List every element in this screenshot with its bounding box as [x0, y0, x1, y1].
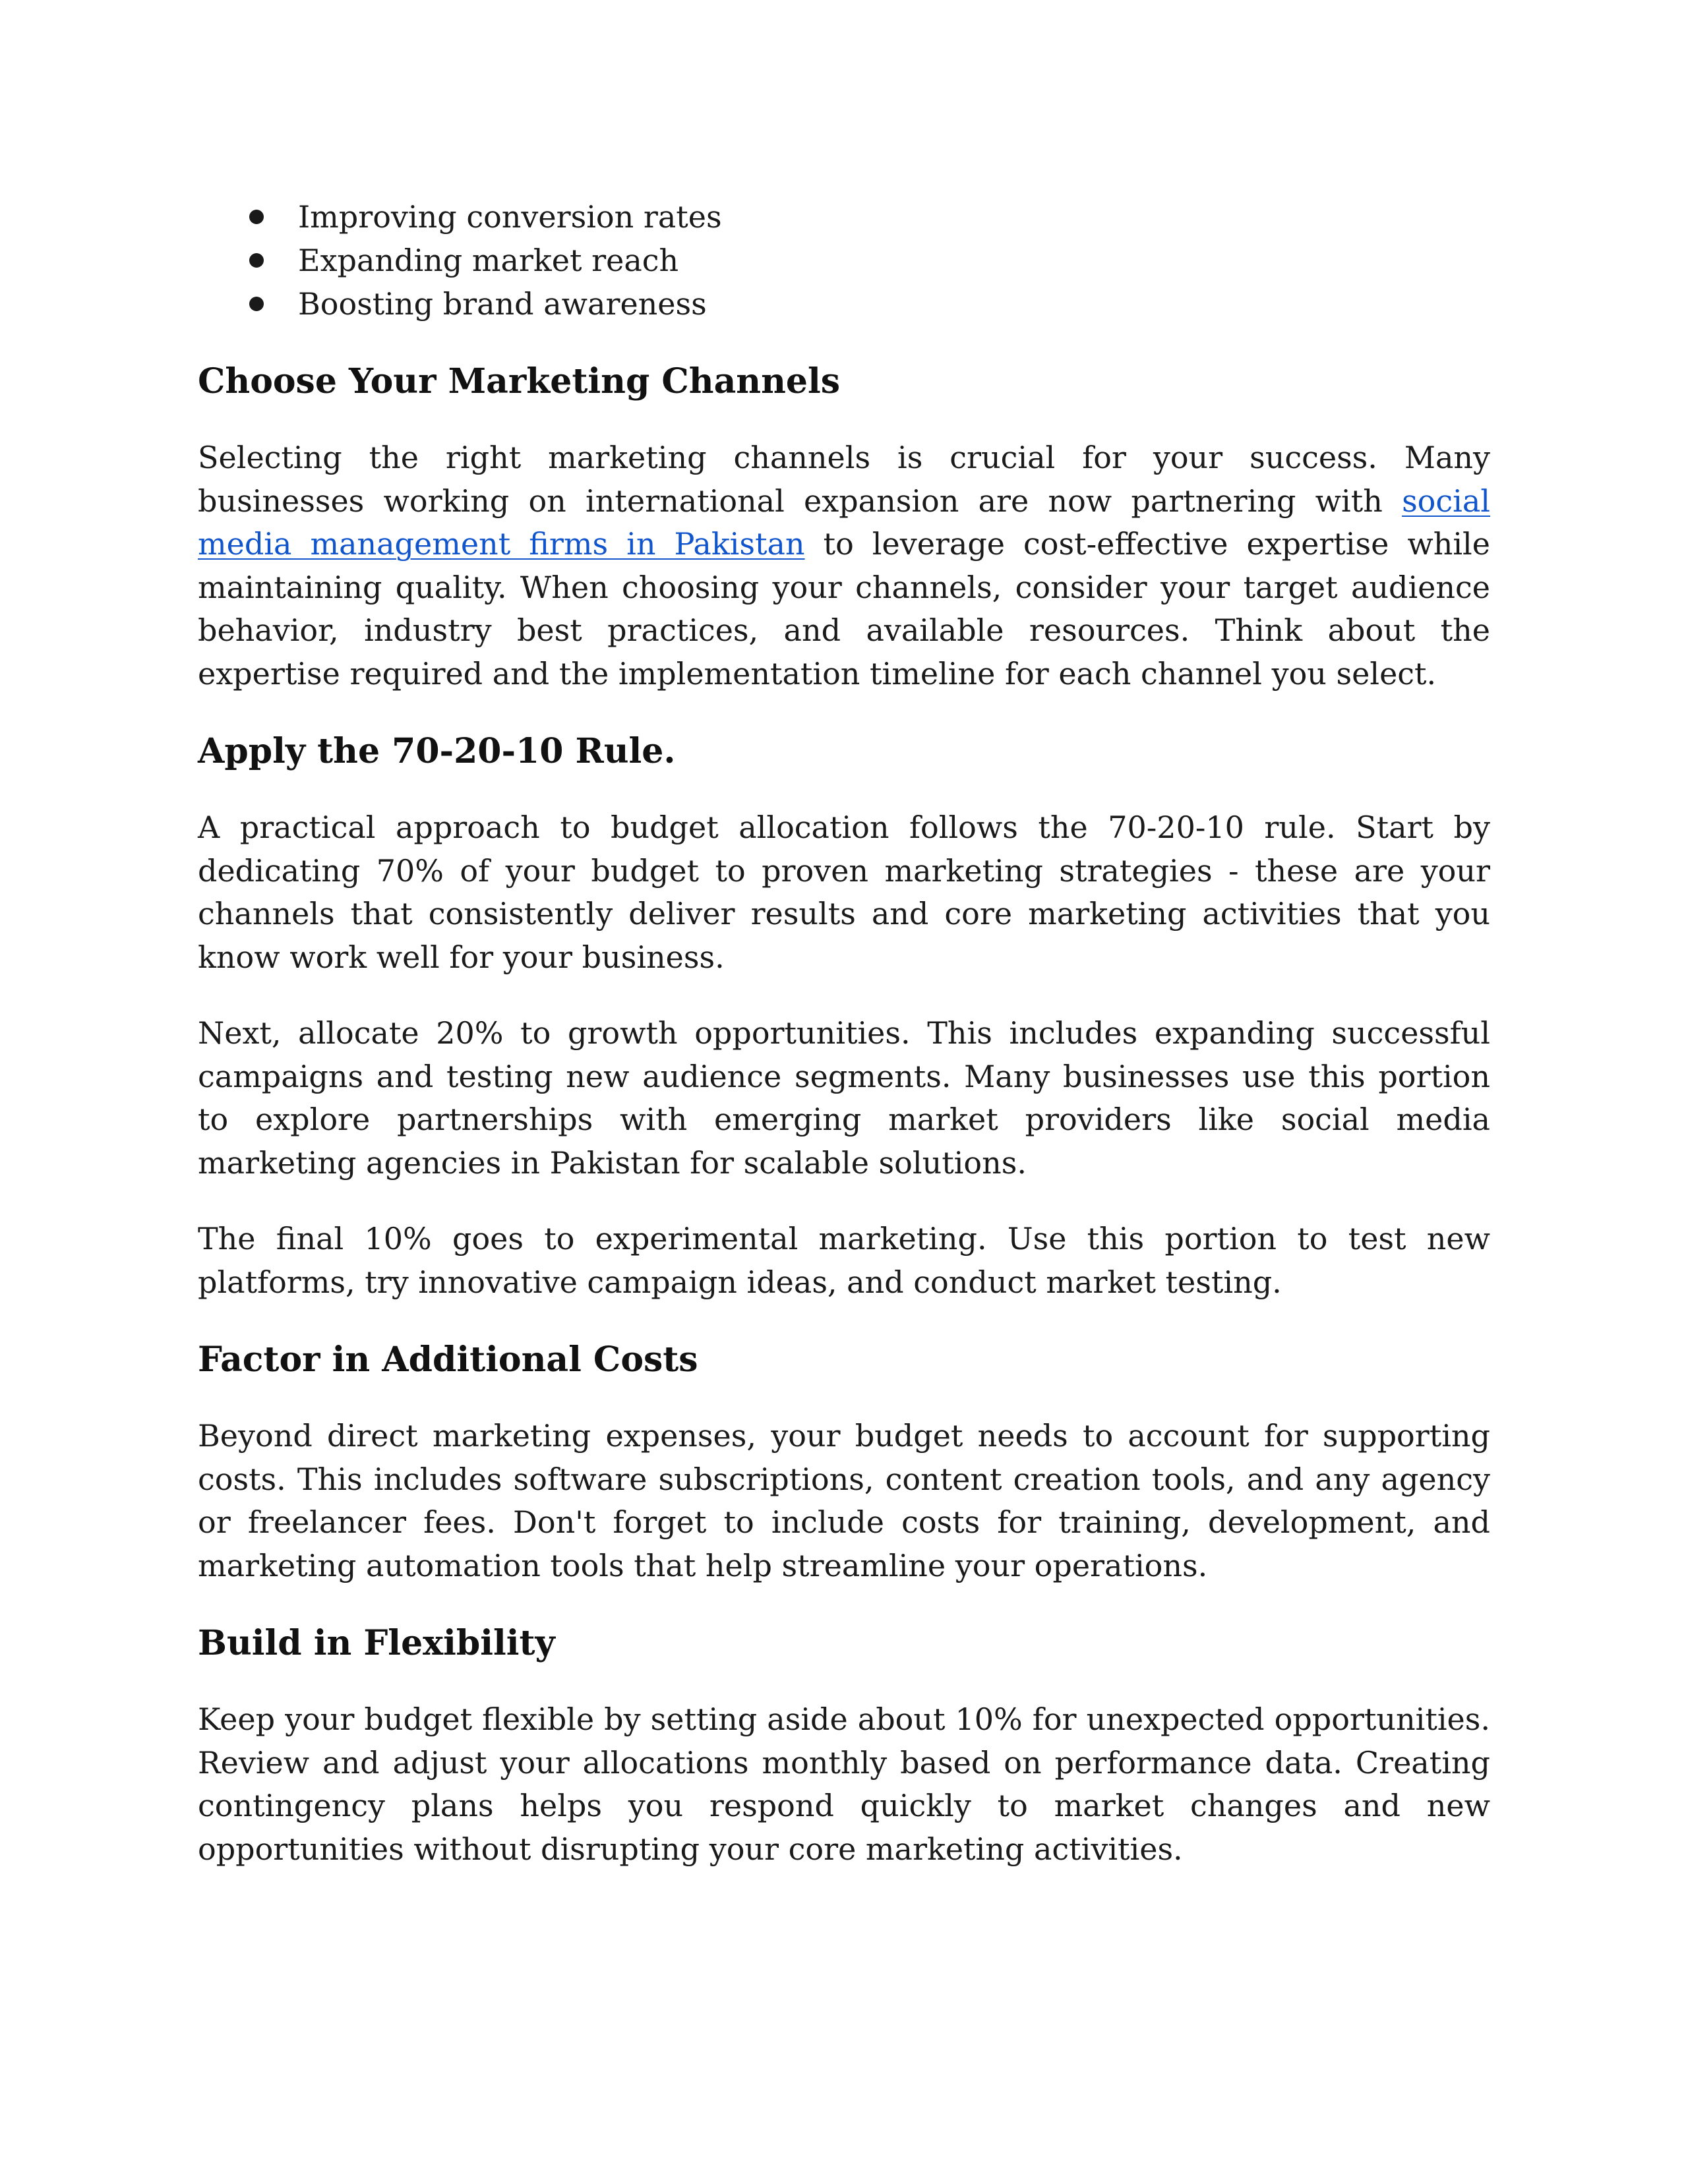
section-marketing-channels [198, 360, 1490, 695]
bullet-icon [249, 297, 264, 311]
paragraph: A practical approach to budget allocation follows the 70-20-10 rule. Start by dedicating 70% of your budget to proven marketing strategies - these are your channels that consistently deliver results and core marketing activities that you know work well for your business. [198, 810, 1490, 975]
list-item [198, 239, 1490, 282]
paragraph-text: to leverage cost-effective expertise while maintaining quality. When choosing your channels, consider your target audience behavior, industry best practices, and available resources. Think about the expertise required and the implementation timeline for each channel you select. [198, 526, 1490, 692]
paragraph: Next, allocate 20% to growth opportunities. This includes expanding successful campaigns and testing new audience segments. Many businesses use this portion to explore partnerships with emerging market providers like social media marketing agencies in Pakistan for scalable solutions. [198, 1015, 1490, 1181]
section-70-20-10-rule [198, 730, 1490, 1304]
section-heading: Apply the 70-20-10 Rule. [198, 731, 676, 771]
list-item [198, 282, 1490, 326]
bullet-icon [249, 253, 264, 268]
section-heading: Factor in Additional Costs [198, 1340, 698, 1380]
list-item [198, 195, 1490, 239]
paragraph: Beyond direct marketing expenses, your budget needs to account for supporting costs. This includes software subscriptions, content creation tools, and any agency or freelancer fees. Don't forget to include costs for training, development, and marketing automation tools that help streamline your operations. [198, 1418, 1490, 1583]
goal-bullet-list [198, 195, 1490, 326]
section-additional-costs [198, 1338, 1490, 1587]
paragraph-text: Selecting the right marketing channels is crucial for your success. Many businesses working on international expansion are now partnering with [198, 440, 1490, 519]
document-page [198, 195, 1490, 1871]
bullet-icon [249, 210, 264, 224]
section-flexibility [198, 1622, 1490, 1871]
list-item-text: Improving conversion rates [298, 199, 722, 235]
list-item-text: Expanding market reach [298, 243, 679, 278]
paragraph [198, 436, 1490, 695]
social-media-firms-link[interactable]: social media management firms in Pakistan [198, 483, 1490, 562]
paragraph: The final 10% goes to experimental marketing. Use this portion to test new platforms, try innovative campaign ideas, and conduct market testing. [198, 1221, 1490, 1300]
section-heading: Build in Flexibility [198, 1623, 555, 1663]
section-heading: Choose Your Marketing Channels [198, 361, 841, 401]
paragraph: Keep your budget flexible by setting aside about 10% for unexpected opportunities. Review and adjust your allocations monthly based on performance data. Creating contingency plans helps you respond quickly to market changes and new opportunities without disrupting your core marketing activities. [198, 1701, 1490, 1867]
list-item-text: Boosting brand awareness [298, 286, 707, 322]
